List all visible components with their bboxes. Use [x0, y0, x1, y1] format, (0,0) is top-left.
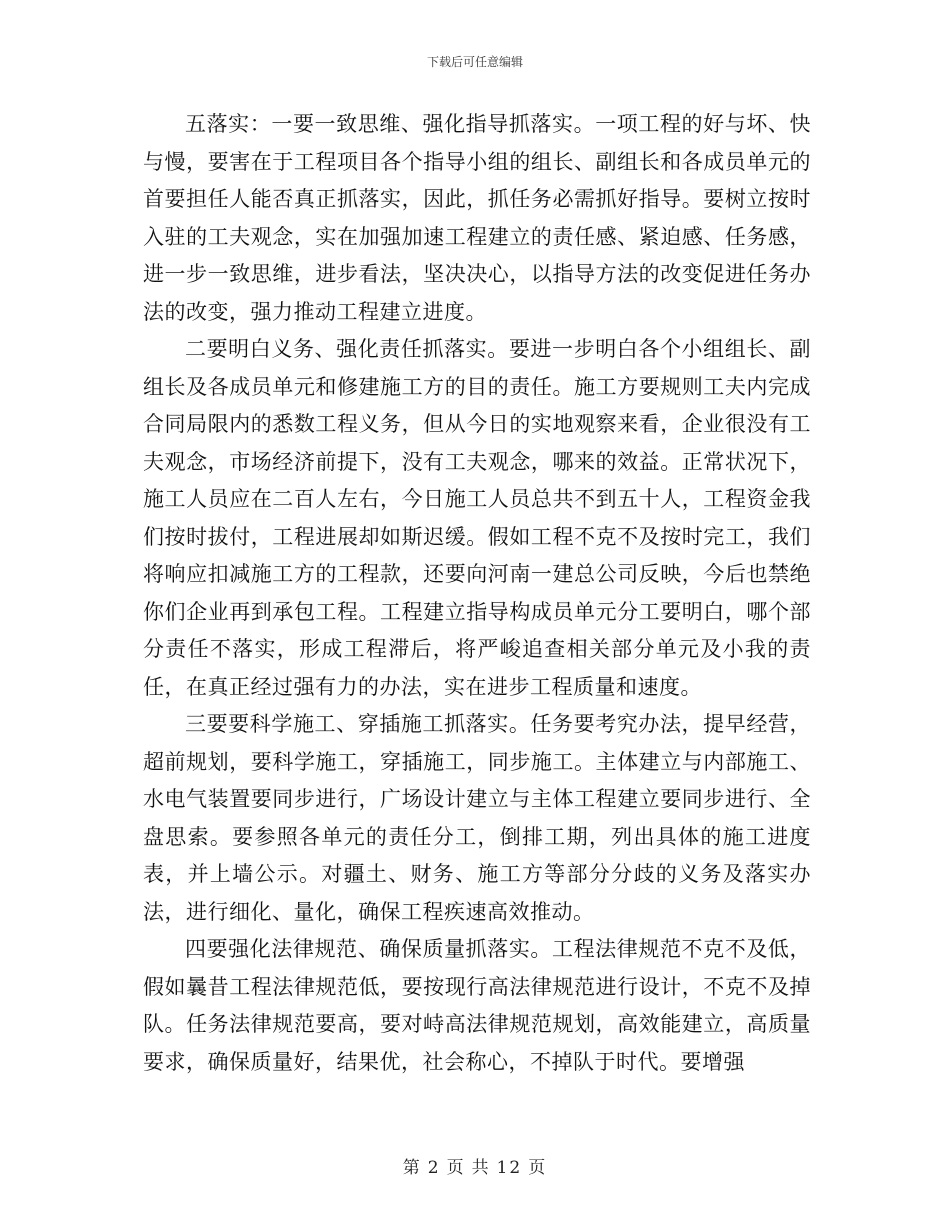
page-total-number: 12	[496, 1158, 523, 1178]
page-label-suffix: 页	[528, 1158, 548, 1178]
page-footer	[0, 1153, 950, 1178]
paragraph-1: 五落实：一要一致思维、强化指导抓落实。一项工程的好与坏、快与慢，要害在于工程项目各个指导小组的组长、副组长和各成员单元的首要担任人能否真正抓落实，因此，抓任务必需抓好指导。要树立按时入驻的工夫观念，实在加强加速工程建立的责任感、紧迫感、任务感，进一步一致思维，进步看法，坚决决心，以指导方法的改变促进任务办法的改变，强力推动工程建立进度。	[143, 112, 811, 324]
page-label-mid: 页	[446, 1158, 466, 1178]
paragraph-3: 三要要科学施工、穿插施工抓落实。任务要考究办法，提早经营，超前规划，要科学施工，穿插施工，同步施工。主体建立与内部施工、水电气装置要同步进行，广场设计建立与主体工程建立要同步进行、全盘思索。要参照各单元的责任分工，倒排工期，列出具体的施工进度表，并上墙公示。对疆土、财务、施工方等部分分歧的义务及落实办法，进行细化、量化，确保工程疾速高效推动。	[143, 712, 811, 924]
paragraph-4: 四要强化法律规范、确保质量抓落实。工程法律规范不克不及低，假如曩昔工程法律规范低，要按现行高法律规范进行设计，不克不及掉队。任务法律规范要高，要对峙高法律规范规划，高效能建立，高质量要求，确保质量好，结果优，社会称心，不掉队于时代。要增强	[143, 937, 811, 1074]
page-label-prefix: 第	[402, 1158, 422, 1178]
page-label-total: 共	[471, 1158, 491, 1178]
page-header-note: 下载后可任意编辑	[426, 55, 523, 69]
document-body	[143, 106, 811, 1081]
page-current-number: 2	[427, 1158, 441, 1178]
paragraph-2: 二要明白义务、强化责任抓落实。要进一步明白各个小组组长、副组长及各成员单元和修建施工方的目的责任。施工方要规则工夫内完成合同局限内的悉数工程义务，但从今日的实地观察来看，企业很没有工夫观念，市场经济前提下，没有工夫观念，哪来的效益。正常状况下，施工人员应在二百人左右，今日施工人员总共不到五十人，工程资金我们按时拔付，工程进展却如斯迟缓。假如工程不克不及按时完工，我们将响应扣减施工方的工程款，还要向河南一建总公司反映，今后也禁绝你们企业再到承包工程。工程建立指导构成员单元分工要明白，哪个部分责任不落实，形成工程滞后，将严峻追查相关部分单元及小我的责任，在真正经过强有力的办法，实在进步工程质量和速度。	[143, 337, 811, 699]
